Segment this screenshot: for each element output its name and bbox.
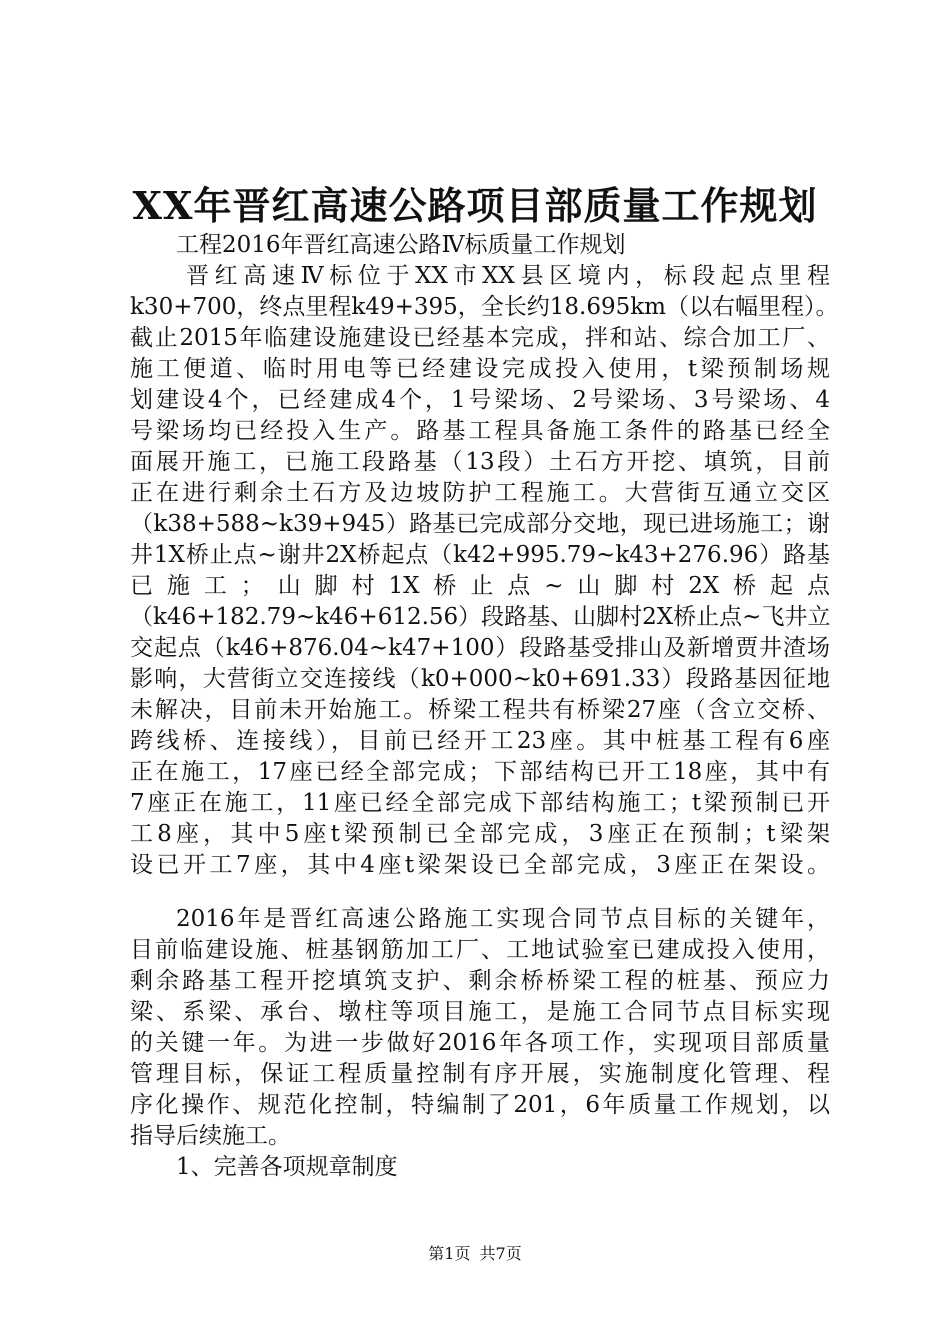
paragraph-line: 工8座，其中5座t梁预制已全部完成，3座正在预制；t梁架 [130, 821, 830, 847]
paragraph-line: （k46+182.79~k46+612.56）段路基、山脚村2X桥止点~飞井立 [130, 604, 831, 630]
paragraph-line: 交起点（k46+876.04~k47+100）段路基受排山及新增贾井渣场 [130, 635, 830, 661]
paragraph-line: 正在进行剩余土石方及边坡防护工程施工。大营街互通立交区 [130, 480, 830, 506]
paragraph-line: 未解决，目前未开始施工。桥梁工程共有桥梁27座（含立交桥、 [130, 697, 830, 723]
page-footer [0, 1243, 950, 1265]
body-block-2 [130, 904, 830, 1183]
paragraph-line: 剩余路基工程开挖填筑支护、剩余桥桥梁工程的桩基、预应力 [130, 968, 830, 994]
paragraph-line: 井1X桥止点~谢井2X桥起点（k42+995.79~k43+276.96）路基 [130, 542, 830, 568]
paragraph-line: 已施工；山脚村1X桥止点~山脚村2X桥起点 [130, 573, 830, 599]
paragraph-line: 管理目标，保证工程质量控制有序开展，实施制度化管理、程 [130, 1061, 830, 1087]
page-total: 共7页 [479, 1244, 522, 1263]
paragraph-line: 晋红高速Ⅳ标位于XX市XX县区境内，标段起点里程 [186, 263, 830, 289]
paragraph-line: 的关键一年。为进一步做好2016年各项工作，实现项目部质量 [130, 1030, 830, 1056]
paragraph-line: 号梁场均已经投入生产。路基工程具备施工条件的路基已经全 [130, 418, 830, 444]
page-number: 第1页 [428, 1244, 471, 1263]
body-block-1 [130, 230, 839, 881]
paragraph-line: 划建设4个，已经建成4个，1号梁场、2号梁场、3号梁场、4 [130, 387, 830, 413]
paragraph-line: 梁、系梁、承台、墩柱等项目施工，是施工合同节点目标实现 [130, 999, 830, 1025]
paragraph-line: （k38+588~k39+945）路基已完成部分交地，现已进场施工；谢 [130, 511, 830, 537]
paragraph-line: 序化操作、规范化控制，特编制了201，6年质量工作规划，以 [130, 1092, 830, 1118]
paragraph-line: 跨线桥、连接线），目前已经开工23座。其中桩基工程有6座 [130, 728, 830, 754]
paragraph-line: k30+700，终点里程k49+395，全长约18.695km（以右幅里程）。 [130, 294, 839, 320]
paragraph-line: 7座正在施工，11座已经全部完成下部结构施工；t梁预制已开 [130, 790, 830, 816]
paragraph-line: 目前临建设施、桩基钢筋加工厂、工地试验室已建成投入使用， [130, 937, 830, 963]
paragraph-line: 截止2015年临建设施建设已经基本完成，拌和站、综合加工厂、 [130, 325, 830, 351]
paragraph-line: 影响，大营街立交连接线（k0+000~k0+691.33）段路基因征地 [130, 666, 830, 692]
section-heading: 1、完善各项规章制度 [176, 1154, 398, 1180]
document-title: XX年晋红高速公路项目部质量工作规划 [132, 183, 818, 228]
paragraph-line: 施工便道、临时用电等已经建设完成投入使用，t梁预制场规 [130, 356, 830, 382]
paragraph-line: 指导后续施工。 [130, 1123, 291, 1149]
paragraph-line: 2016年是晋红高速公路施工实现合同节点目标的关键年， [176, 906, 830, 932]
paragraph-line: 设已开工7座，其中4座t梁架设已全部完成，3座正在架设。 [130, 852, 830, 878]
paragraph-line: 正在施工，17座已经全部完成；下部结构已开工18座，其中有 [130, 759, 830, 785]
document-subtitle: 工程2016年晋红高速公路Ⅳ标质量工作规划 [176, 232, 626, 258]
paragraph-line: 面展开施工，已施工段路基（13段）土石方开挖、填筑，目前 [130, 449, 830, 475]
